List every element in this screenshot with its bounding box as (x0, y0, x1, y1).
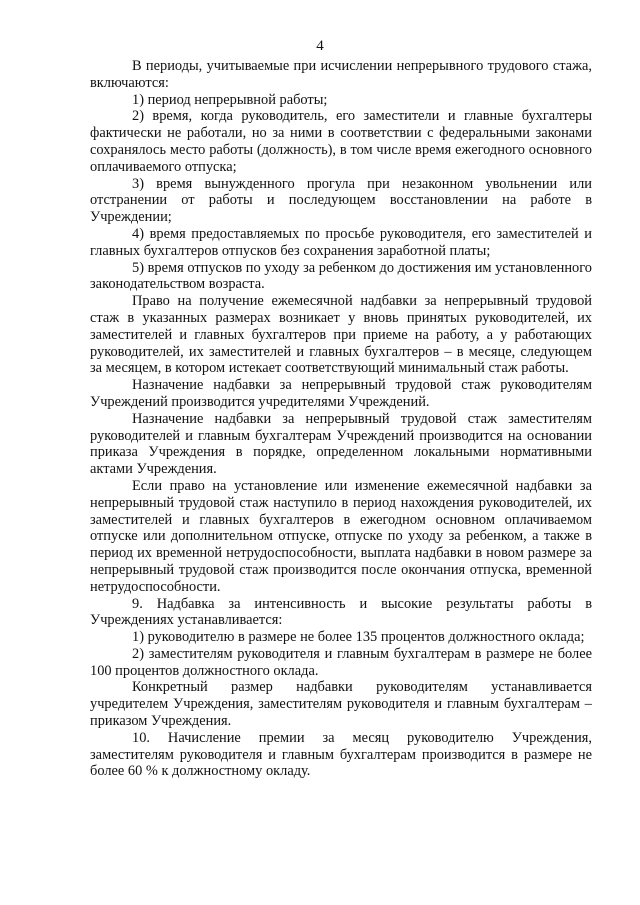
page-number: 4 (316, 38, 324, 54)
list-item: 1) период непрерывной работы; (132, 91, 328, 108)
paragraph: Конкретный размер надбавки руководителям устанавливается учредителем Учреждения, заместителям руководителя и главным бухгалтерам – приказом Учреждения. (90, 679, 592, 730)
paragraph: В периоды, учитываемые при исчислении непрерывного трудового стажа, включаются: (90, 58, 592, 91)
list-item: 5) время отпусков по уходу за ребенком до достижения им установленного законодательством возраста. (90, 259, 592, 293)
document-body (90, 58, 592, 780)
list-item: 4) время предоставляемых по просьбе руководителя, его заместителей и главных бухгалтеров отпусков без сохранения заработной платы; (90, 225, 592, 259)
paragraph: Назначение надбавки за непрерывный трудовой стаж заместителям руководителей и главным бухгалтерам Учреждений производится на основании приказа Учреждения в порядке, определенном локальными нормативными актами Учреждения. (90, 410, 592, 478)
list-item: 3) время вынужденного прогула при незаконном увольнении или отстранении от работы и последующем восстановлении на работе в Учреждении; (90, 175, 592, 226)
list-item: 1) руководителю в размере не более 135 процентов должностного оклада; (132, 629, 585, 646)
paragraph: Право на получение ежемесячной надбавки за непрерывный трудовой стаж в указанных размерах возникает у вновь принятых руководителей, их заместителей и главных бухгалтеров при приеме на работу, а у работающих руководителей, их заместителей и главных бухгалтеров – в месяце, следующем за месяцем, в котором истекает соответствующий минимальный стаж работы. (90, 293, 592, 377)
list-item: 2) заместителям руководителя и главным бухгалтерам в размере не более 100 процентов должностного оклада. (90, 645, 592, 679)
paragraph: Назначение надбавки за непрерывный трудовой стаж руководителям Учреждений производится учредителями Учреждений. (90, 377, 592, 410)
paragraph: Если право на установление или изменение ежемесячной надбавки за непрерывный трудовой стаж наступило в период нахождения руководителей, их заместителей и главных бухгалтеров в ежегодном основном оплачиваемом отпуске или дополнительном отпуске, отпуске по уходу за ребенком, а также в период их временной нетрудоспособности, выплата надбавки в новом размере за непрерывный трудовой стаж производится после окончания отпуска, временной нетрудоспособности. (90, 477, 592, 595)
list-item: 2) время, когда руководитель, его заместители и главные бухгалтеры фактически не работали, но за ними в соответствии с федеральными законами сохранялось место работы (должность), в том числе время ежегодного основного оплачиваемого отпуска; (90, 108, 592, 175)
section-paragraph: 9. Надбавка за интенсивность и высокие результаты работы в Учреждениях устанавливается: (90, 595, 592, 629)
section-paragraph: 10. Начисление премии за месяц руководителю Учреждения, заместителям руководителя и главным бухгалтерам производится в размере не более 60 % к должностному окладу. (90, 729, 592, 780)
